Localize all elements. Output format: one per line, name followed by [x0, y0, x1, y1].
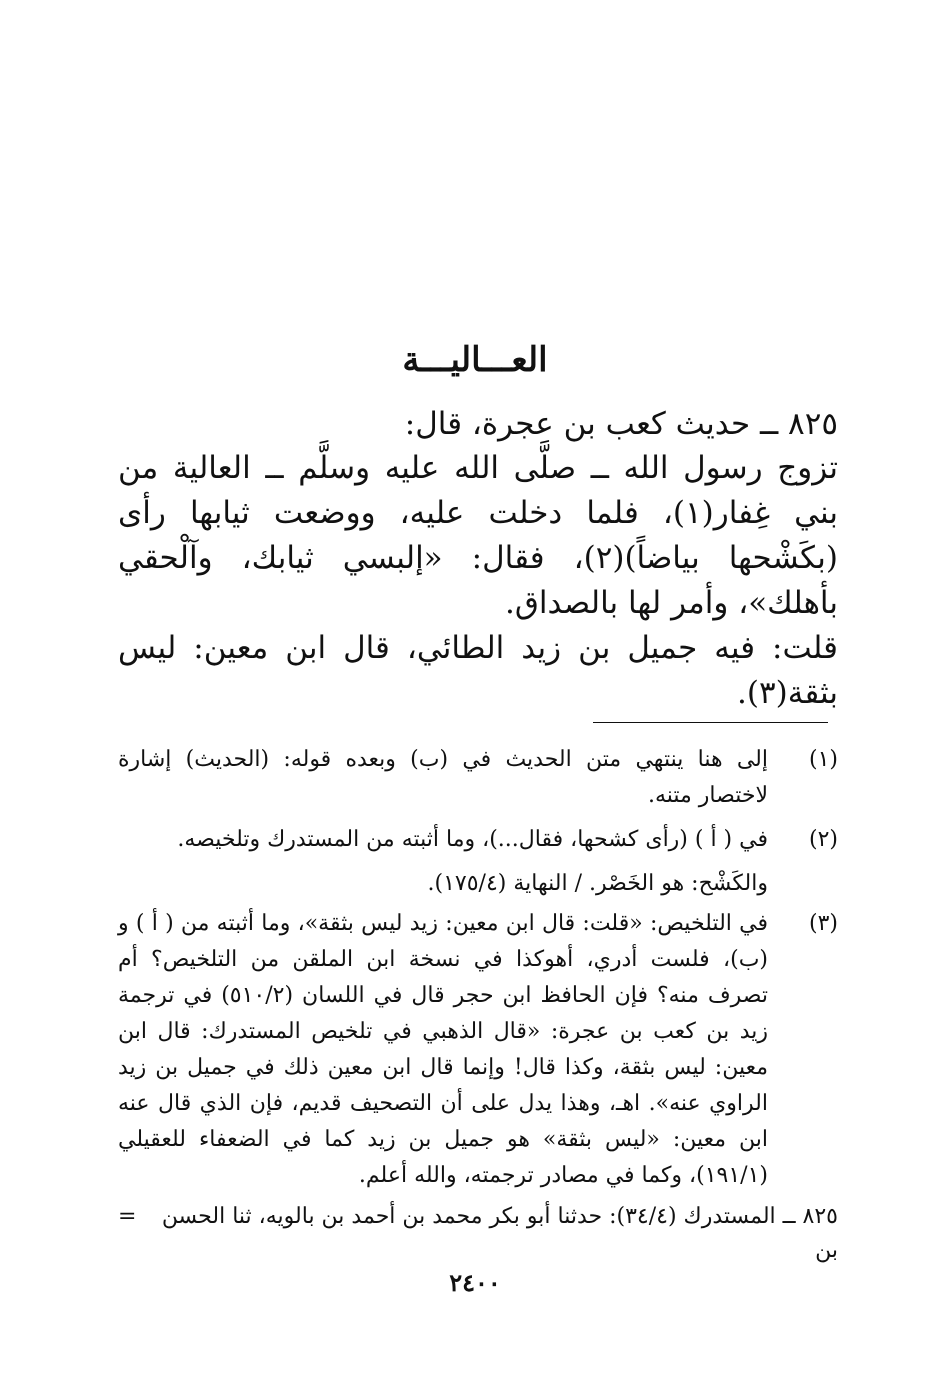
hadith-block — [118, 402, 838, 716]
hadith-heading: ٨٢٥ ــ حديث كعب بن عجرة، قال: — [404, 406, 838, 442]
page-number: ٢٤٠٠ — [449, 1268, 501, 1297]
hadith-comment: قلت: فيه جميل بن زيد الطائي، قال ابن معين: ليس بثقة(٣). — [118, 630, 838, 711]
hadith-text: تزوج رسول الله ــ صلَّى الله عليه وسلَّم ــ العالية من بني غِفار(١)، فلما دخلت عليه، ووضعت ثيابها رأى (بكَشْحها بياضاً)(٢)، فقال: «إلبسي ثيابك، وآلْحقي بأهلك»، وأمر لها بالصداق. — [118, 450, 839, 621]
footnote-text: إلى هنا ينتهي متن الحديث في (ب) وبعده قوله: (الحديث) إشارة لاختصار متنه. — [118, 747, 768, 808]
chapter-title: العـــاليـــة — [402, 340, 548, 380]
footnote-number: (٢) — [808, 827, 838, 852]
footnote-1 — [118, 742, 838, 814]
footnote-number: (٣) — [808, 911, 838, 936]
source-reference — [118, 1200, 838, 1268]
footnote-divider — [593, 722, 828, 723]
footnote-text: في التلخيص: «قلت: قال ابن معين: زيد ليس بثقة»، وما أثبته من ( أ ) و (ب)، فلست أدري، أهوكذا في نسخة ابن الملقن من التلخيص؟ أم تصرف منه؟ فإن الحافظ ابن حجر قال في اللسان (٥١٠/٢) في ترجمة زيد بن كعب بن عجرة: «قال الذهبي في تلخيص المستدرك: قال ابن معين: ليس بثقة، وكذا قال! وإنما قال ابن معين ذلك في جميل بن زيد الراوي عنه». اهـ، وهذا يدل على أن التصحيف قديم، فإن الذي قال عنه ابن معين: «ليس بثقة» هو جميل بن زيد كما في الضعفاء للعقيلي (١٩١/١)، وكما في مصادر ترجمته، والله أعلم. — [118, 911, 768, 1188]
footnotes — [118, 742, 838, 1202]
footnote-2-continuation: والكَشْح: هو الخَصْر. / النهاية (١٧٥/٤). — [427, 871, 768, 896]
footnote-3 — [118, 906, 838, 1194]
source-reference-text: ٨٢٥ ــ المستدرك (٣٤/٤): حدثنا أبو بكر محمد بن أحمد بن بالويه، ثنا الحسن بن — [161, 1204, 838, 1263]
footnote-text: في ( أ ) (رأى كشحها، فقال...)، وما أثبته من المستدرك وتلخيصه. — [177, 827, 768, 852]
continuation-mark: = — [118, 1204, 137, 1229]
footnote-2 — [118, 822, 838, 858]
footnote-number: (١) — [808, 747, 838, 772]
